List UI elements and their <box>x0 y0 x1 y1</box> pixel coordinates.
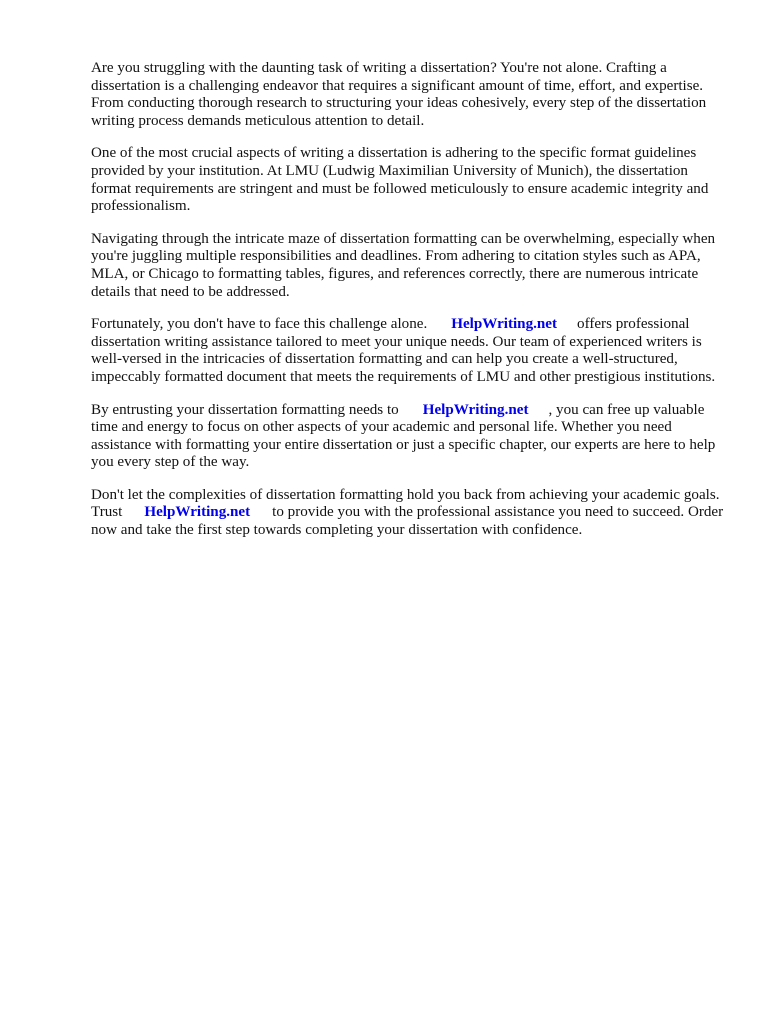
paragraph-fortunately <box>91 316 727 386</box>
document-page <box>91 60 727 555</box>
paragraph-text: , you can free up valuable time and energy to focus on other aspects of your academic and personal life. Whether you need assistance with formatting your entire dissertation or just a specific chapter, our experts are here to help you every step of the way. <box>91 401 716 471</box>
paragraph-intro: Are you struggling with the daunting task of writing a dissertation? You're not alone. Crafting a dissertation is a challenging endeavor that requires a significant amount of time, effort, and expertise. From conducting thorough research to structuring your ideas cohesively, every step of the dissertation writing process demands meticulous attention to detail. <box>91 60 707 129</box>
helpwriting-link[interactable]: HelpWriting.net <box>451 316 558 333</box>
paragraph-text: By entrusting your dissertation formatting needs to <box>91 401 399 418</box>
paragraph-format-guidelines: One of the most crucial aspects of writing a dissertation is adhering to the specific format guidelines provided by your institution. At LMU (Ludwig Maximilian University of Munich), the dissertation format requirements are stringent and must be followed meticulously to ensure academic integrity and professionalism. <box>91 145 709 215</box>
paragraph-text: offers professional dissertation writing assistance tailored to meet your unique needs. Our team of experienced writers is well-versed in the intricacies of dissertation formatting and can help you create a well-structured, impeccably formatted document that meets the requirements of LMU and other prestigious institutions. <box>91 316 716 385</box>
helpwriting-link[interactable]: HelpWriting.net <box>422 401 529 418</box>
helpwriting-link[interactable]: HelpWriting.net <box>144 504 251 521</box>
paragraph-closing <box>91 487 727 540</box>
paragraph-text: to provide you with the professional assistance you need to succeed. Order now and take the first step towards completing your dissertation with confidence. <box>91 504 724 539</box>
paragraph-text: Fortunately, you don't have to face this challenge alone. <box>91 316 428 333</box>
paragraph-entrusting <box>91 402 727 472</box>
paragraph-text: Don't let the complexities of dissertation formatting hold you back from achieving your academic goals. Trust <box>91 486 720 521</box>
paragraph-formatting-challenges: Navigating through the intricate maze of dissertation formatting can be overwhelming, especially when you're juggling multiple responsibilities and deadlines. From adhering to citation styles such as APA, MLA, or Chicago to formatting tables, figures, and references correctly, there are numerous intricate details that need to be addressed. <box>91 230 716 300</box>
